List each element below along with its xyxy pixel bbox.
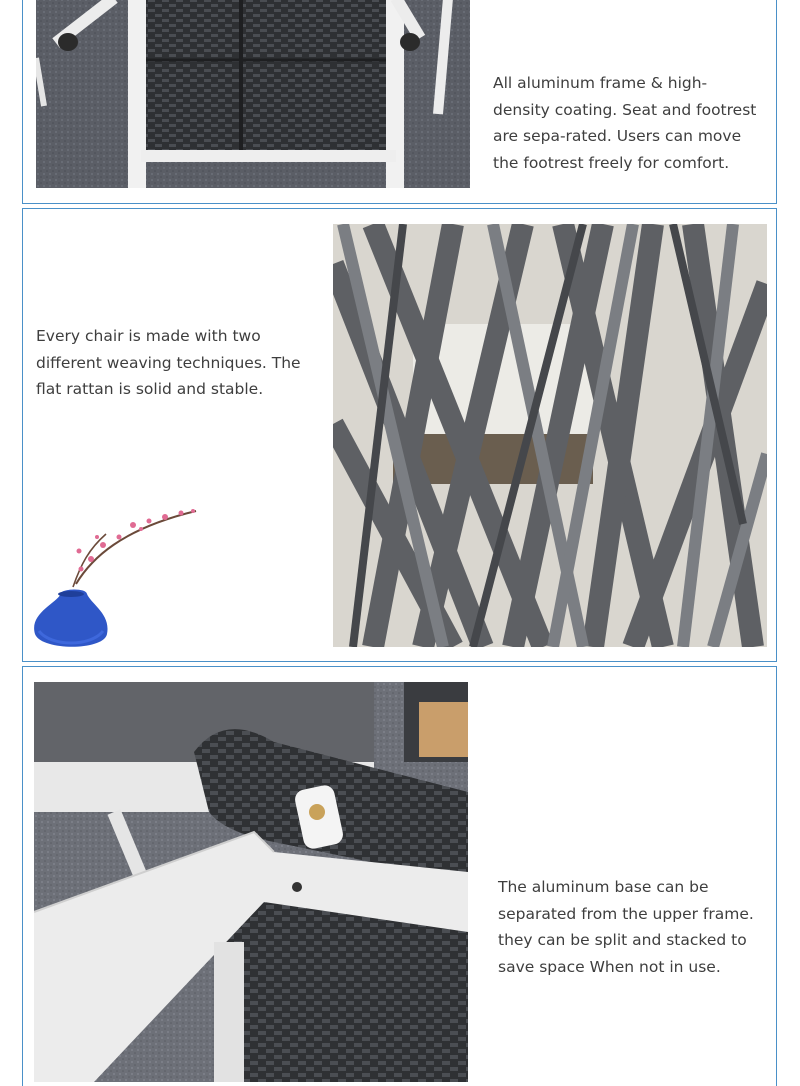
feature-caption: All aluminum frame & high-density coating. Seat and footrest are sepa-rated. Users can move the footrest freely for comfort. <box>493 74 757 172</box>
blue-vase-decoration <box>31 499 201 659</box>
aluminum-base-joint-closeup-photo <box>34 682 468 1082</box>
feature-section-frame <box>22 0 777 204</box>
feature-caption: The aluminum base can be separated from the upper frame. they can be split and stacked to save space When not in use. <box>498 878 754 976</box>
chair-underside-photo <box>36 0 470 188</box>
feature-caption: Every chair is made with two different weaving techniques. The flat rattan is solid and stable. <box>36 327 301 398</box>
feature-section-frame <box>22 666 777 1086</box>
flat-rattan-weave-closeup-photo <box>333 224 767 647</box>
feature-section-frame <box>22 208 777 662</box>
